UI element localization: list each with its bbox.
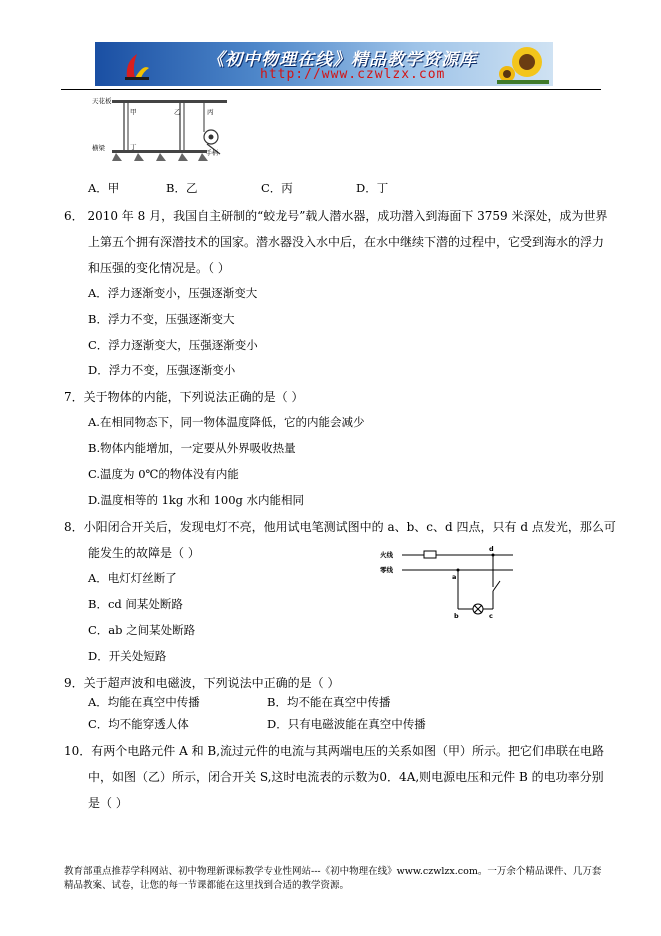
header-rule <box>61 89 601 90</box>
q5-option-c: C．丙 <box>261 181 293 195</box>
q6-option-c: C．浮力逐渐变大，压强逐渐变小 <box>88 338 258 352</box>
q7-stem: 7．关于物体的内能，下列说法正确的是（ ） <box>64 390 304 404</box>
label-ding: 丁 <box>130 143 137 151</box>
q8-option-b: B．cd 间某处断路 <box>88 597 183 611</box>
label-bing: 丙 <box>207 108 214 116</box>
q9-option-a: A．均能在真空中传播 <box>88 695 200 709</box>
label-handle: 手柄 <box>206 150 219 157</box>
label-a: a <box>452 573 457 581</box>
label-ceiling: 天花板 <box>92 97 112 105</box>
header-title: 《初中物理在线》精品教学资源库 <box>207 50 477 70</box>
q7-option-b: B.物体内能增加，一定要从外界吸收热量 <box>88 441 296 455</box>
site-logo <box>123 50 151 80</box>
q8-stem-line-1: 8．小阳闭合开关后，发现电灯不亮，他用试电笔测试图中的 a、b、c、d 四点，只有 d 点发光，那么可 <box>64 520 616 534</box>
label-d: d <box>489 545 494 553</box>
q10-stem-line-2: 中，如图（乙）所示，闭合开关 S,这时电流表的示数为0．4A,则电源电压和元件 B 的电功率分别 <box>88 770 604 784</box>
ceiling-lamp-figure <box>92 92 237 170</box>
q10-stem-line-3: 是（ ） <box>88 796 128 810</box>
label-yi: 乙 <box>174 108 181 116</box>
q5-option-d: D．丁 <box>356 181 389 195</box>
q6-stem-line-2: 上第五个拥有深潜技术的国家。潜水器没入水中后，在水中继续下潜的过程中，它受到海水的浮力 <box>88 235 605 249</box>
q9-option-d: D．只有电磁波能在真空中传播 <box>267 717 426 731</box>
q9-option-b: B．均不能在真空中传播 <box>267 695 391 709</box>
q7-option-c: C.温度为 0℃的物体没有内能 <box>88 467 239 481</box>
q10-stem-line-1: 10．有两个电路元件 A 和 B,流过元件的电流与其两端电压的关系如图（甲）所示。把它们串联在电路 <box>64 744 605 758</box>
label-neutral-wire: 零线 <box>380 566 393 574</box>
q8-option-c: C．ab 之间某处断路 <box>88 623 196 637</box>
label-beam: 横梁 <box>92 144 105 152</box>
q6-stem-line-3: 和压强的变化情况是。（ ） <box>88 261 230 275</box>
q5-option-a: A．甲 <box>88 181 120 195</box>
q6-option-a: A．浮力逐渐变小，压强逐渐变大 <box>88 286 258 300</box>
q6-option-d: D．浮力不变，压强逐渐变小 <box>88 363 236 377</box>
q8-stem-line-2: 能发生的故障是（ ） <box>88 546 200 560</box>
footer-text: 教育部重点推荐学科网站、初中物理新课标教学专业性网站---《初中物理在线》www.czwlzx.com。一万余个精品课件、几万套精品教案、试卷，让您的每一节课都能在这里找到合适的教学资源。 <box>64 866 602 891</box>
q9-stem: 9．关于超声波和电磁波，下列说法中正确的是（ ） <box>64 676 340 690</box>
label-jia: 甲 <box>130 108 137 116</box>
label-c: c <box>489 612 493 620</box>
q7-option-a: A.在相同物态下，同一物体温度降低，它的内能会减少 <box>88 415 365 429</box>
q7-option-d: D.温度相等的 1kg 水和 100g 水内能相同 <box>88 493 305 507</box>
label-b: b <box>454 612 459 620</box>
header-banner <box>95 42 553 86</box>
circuit-diagram <box>378 543 518 623</box>
sunflower-image <box>497 44 549 84</box>
q8-option-a: A．电灯灯丝断了 <box>88 571 177 585</box>
q6-stem-line-1: 6． 2010 年 8 月，我国自主研制的“蛟龙号”载人潜水器，成功潜入到海面下 3759 米深处，成为世界 <box>64 209 608 223</box>
q8-option-d: D．开关处短路 <box>88 649 167 663</box>
label-live-wire: 火线 <box>380 551 393 559</box>
q9-option-c: C．均不能穿透人体 <box>88 717 189 731</box>
header-url[interactable]: http://www.czwlzx.com <box>260 67 446 82</box>
q5-option-b: B．乙 <box>166 181 198 195</box>
q6-option-b: B．浮力不变，压强逐渐变大 <box>88 312 235 326</box>
